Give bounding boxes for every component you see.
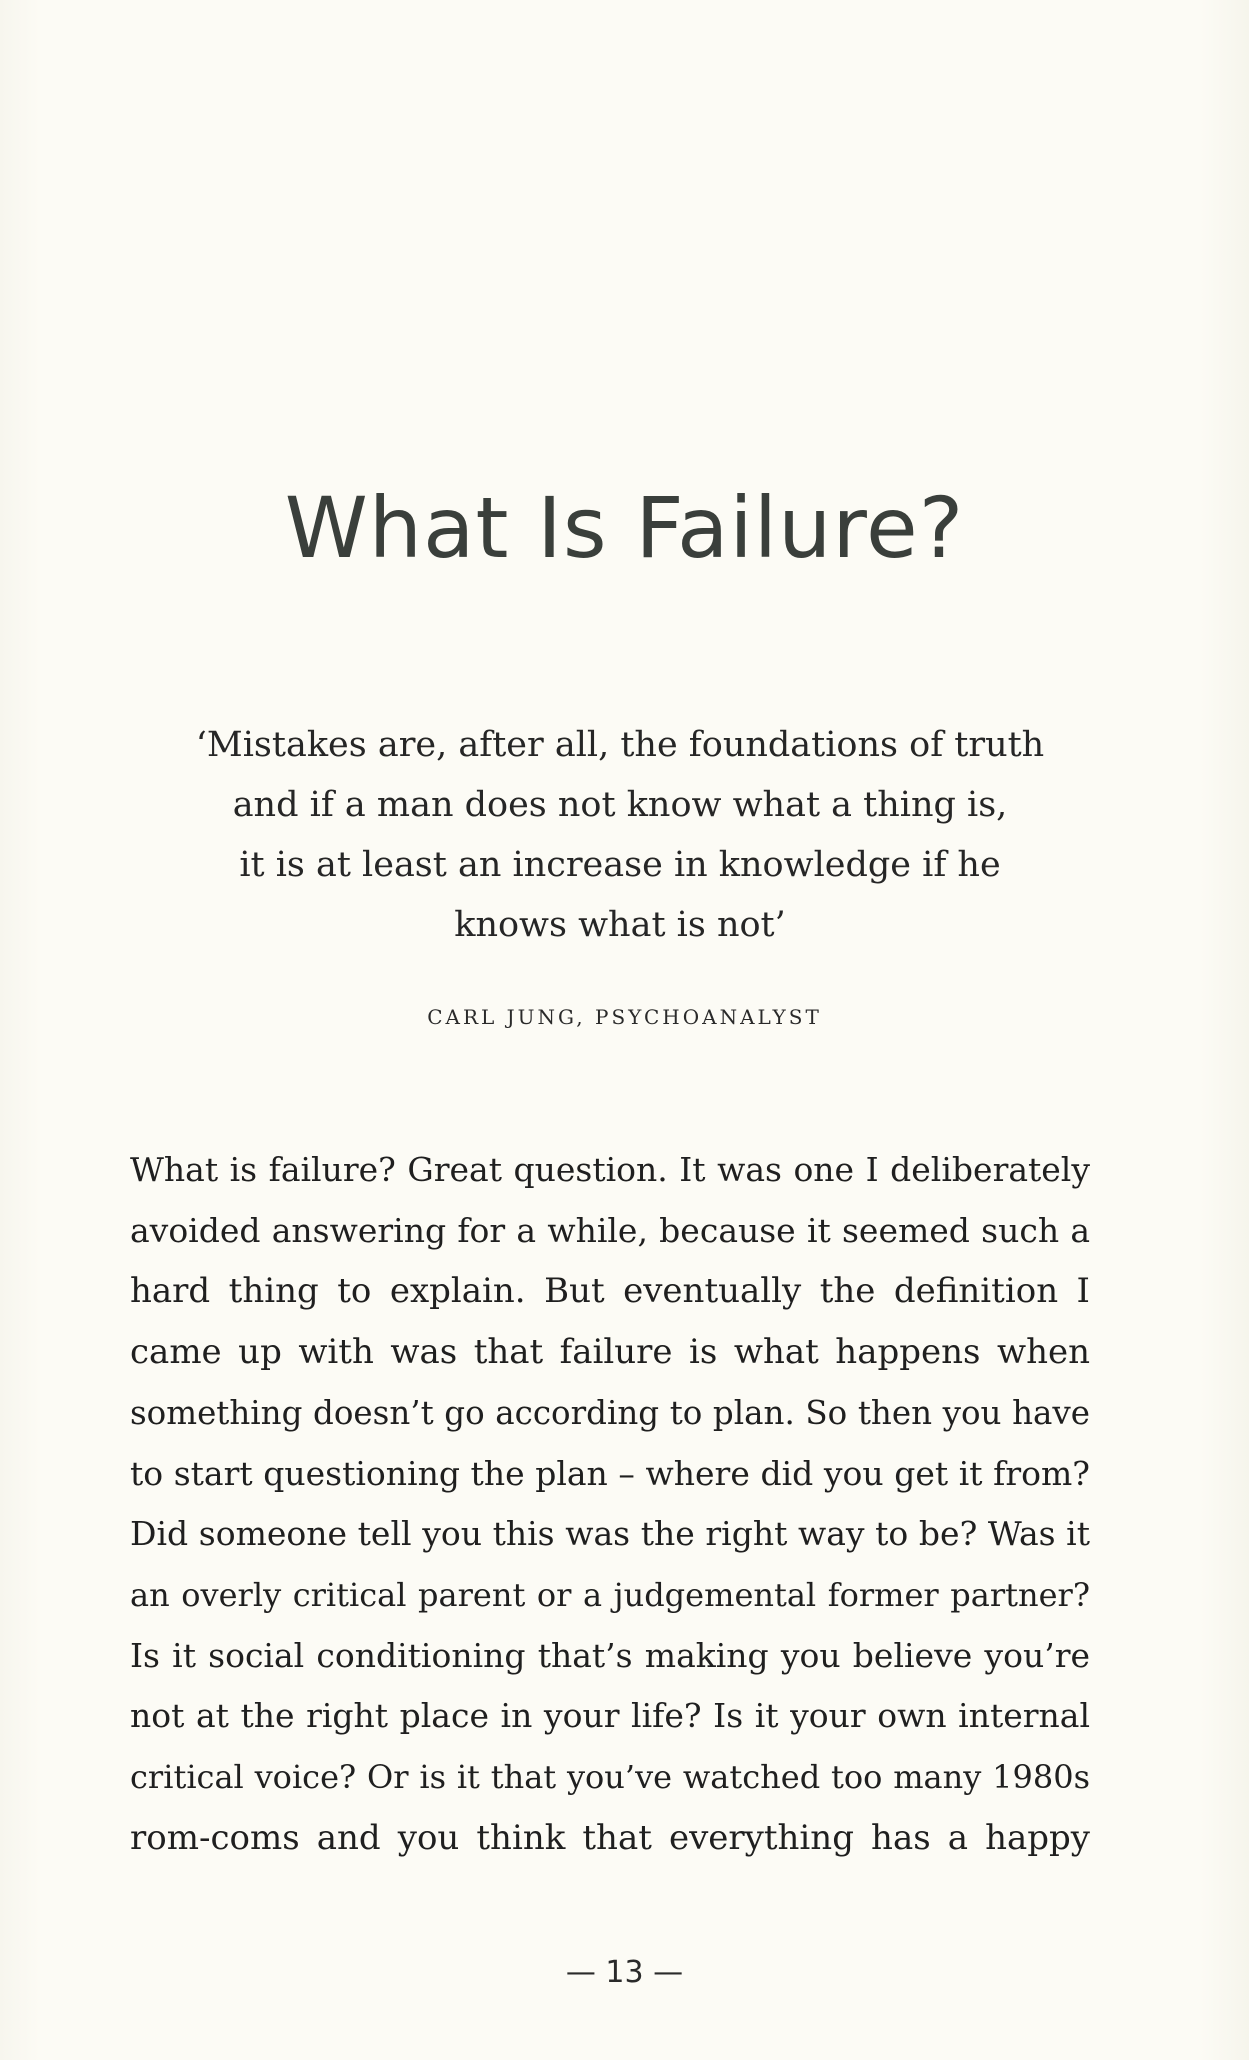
epigraph-line: knows what is not’ [454,905,786,945]
body-line: critical voice? Or is it that you’ve watched too many 1980s [130,1758,1090,1797]
body-line: rom-coms and you think that everything has a happy [130,1817,1090,1858]
body-line: came up with was that failure is what happens when [130,1332,1090,1373]
body-paragraph [130,1140,1090,1868]
body-line: not at the right place in your life? Is it your own internal [130,1696,1090,1736]
body-line: avoided answering for a while, because it seemed such a [130,1210,1090,1250]
epigraph-quote [150,715,1090,955]
body-line: something doesn’t go according to plan. So then you have [130,1393,1090,1432]
epigraph-line: it is at least an increase in knowledge if he [239,845,1001,885]
body-line: Is it social conditioning that’s making you believe you’re [130,1635,1090,1675]
page-number: — 13 — [565,1955,684,1990]
body-line: What is failure? Great question. It was one I deliberately [130,1150,1090,1189]
body-line: to start questioning the plan – where did you get it from? [130,1453,1090,1493]
epigraph-line: ‘Mistakes are, after all, the foundations of truth [195,725,1045,765]
epigraph-attribution: CARL JUNG, PSYCHOANALYST [427,1005,822,1029]
body-line: Did someone tell you this was the right way to be? Was it [130,1514,1090,1554]
chapter-title: What Is Failure? [284,479,965,577]
body-line: hard thing to explain. But eventually the definition I [130,1271,1090,1312]
body-line: an overly critical parent or a judgemental former partner? [130,1575,1090,1614]
epigraph-line: and if a man does not know what a thing is, [232,785,1008,825]
